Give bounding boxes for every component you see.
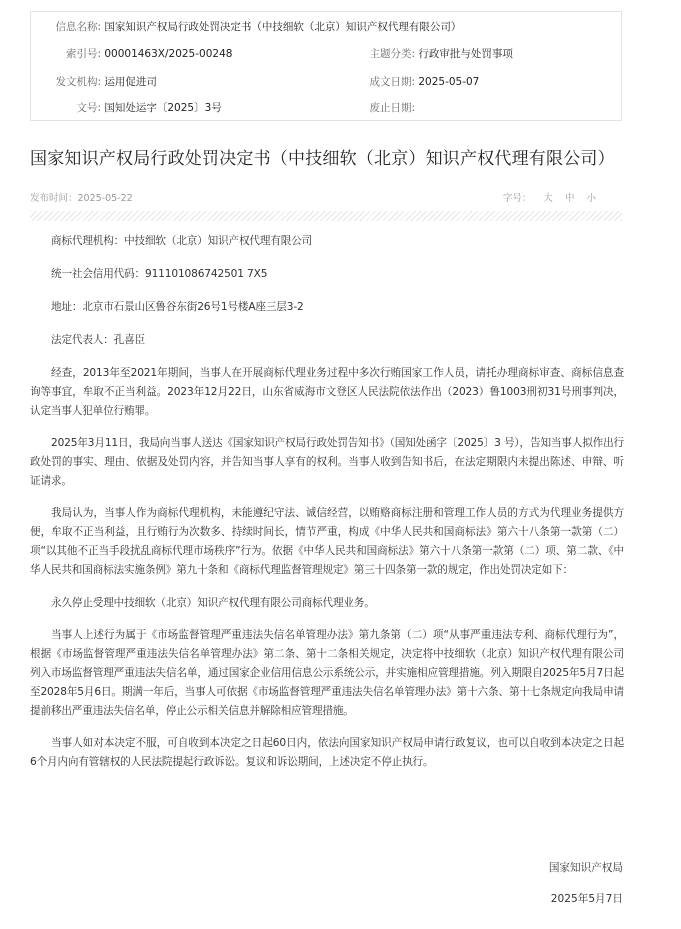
category-label: 主题分类: <box>369 48 415 60</box>
font-size-controls <box>503 190 596 204</box>
docno-row <box>31 101 222 115</box>
issuer-label: 发文机构: <box>55 76 101 88</box>
address: 地址：北京市石景山区鲁谷东街26号1号楼A座三层3-2 <box>51 301 304 313</box>
index-value: 00001463X/2025-00248 <box>104 48 233 60</box>
info-name-row <box>31 20 461 34</box>
docno-label: 文号: <box>76 102 101 114</box>
font-size-medium-button[interactable]: 中 <box>564 193 575 204</box>
signature-date: 2025年5月7日 <box>550 893 623 905</box>
paragraph-decision: 永久停止受理中技细软（北京）知识产权代理有限公司商标代理业务。 <box>51 597 375 609</box>
font-size-large-button[interactable]: 大 <box>543 193 553 204</box>
paragraph-notice: 2025年3月11日，我局向当事人送达《国家知识产权局行政处罚告知书》（国知处函字〔2025〕3 号），告知当事人拟作出行政处罚的事实、理由、依据及处罚内容，并告知当事人享有的权利。当事人收到告知书后，在法定期限内未提出陈述、申辩、听证请求。 <box>30 437 624 487</box>
paragraph-blacklist: 当事人上述行为属于《市场监督管理严重违法失信名单管理办法》第九条第（二）项“从事严重违法专利、商标代理行为”，根据《市场监督管理严重违法失信名单管理办法》第二条、第十二条相关规定，决定将中技细软（北京）知识产权代理有限公司列入市场监督管理严重违法失信名单，通过国家企业信用信息公示系统公示，并实施相应管理措施。列入期限自2025年5月7日起至2028年5月6日。期满一年后，当事人可依据《市场监督管理严重违法失信名单管理办法》第十六条、第十七条规定向我局申请提前移出严重违法失信名单，停止公示相关信息并解除相应管理措施。 <box>30 629 624 717</box>
expiry-row <box>345 101 415 115</box>
font-size-small-button[interactable]: 小 <box>586 193 596 204</box>
index-row <box>31 47 232 61</box>
category-row <box>345 47 513 61</box>
paragraph-findings: 经查，2013年至2021年期间，当事人在开展商标代理业务过程中多次行贿国家工作人员，请托办理商标审查、商标信息查询等事宜，牟取不正当利益。2023年12月22日，山东省威海市文登区人民法院依法作出（2023）鲁1003刑初31号刑事判决，认定当事人犯单位行贿罪。 <box>30 367 624 417</box>
document-info-box <box>30 11 622 121</box>
document-title: 国家知识产权局行政处罚决定书（中技细软（北京）知识产权代理有限公司） <box>30 149 615 169</box>
info-name-value: 国家知识产权局行政处罚决定书（中技细软（北京）知识产权代理有限公司） <box>104 21 462 33</box>
signature-org: 国家知识产权局 <box>548 862 623 874</box>
paragraph-reasoning: 我局认为，当事人作为商标代理机构，未能遵纪守法、诚信经营，以贿赂商标注册和管理工作人员的方式为代理业务提供方便，牟取不正当利益，且行贿行为次数多、持续时间长，情节严重，构成《中华人民共和国商标法》第六十八条第一款第（二）项“以其他不正当手段扰乱商标代理市场秩序”行为。依据《中华人民共和国商标法》第六十八条第一款第（二）项、第二款、《中华人民共和国商标法实施条例》第九十条和《商标代理监督管理规定》第三十四条第一款的规定，作出处罚决定如下： <box>30 507 624 576</box>
docno-value: 国知处运字〔2025〕3号 <box>104 102 222 114</box>
category-value: 行政审批与处罚事项 <box>418 48 513 60</box>
date-value: 2025-05-07 <box>418 76 480 88</box>
divider-hatch <box>30 211 622 221</box>
publish-label: 发布时间： <box>30 193 78 204</box>
document-body <box>30 232 624 772</box>
credit-code: 统一社会信用代码：911101086742501 7X5 <box>51 268 268 280</box>
issuer-row <box>31 75 157 89</box>
info-name-label: 信息名称: <box>55 21 101 33</box>
paragraph-appeal: 当事人如对本决定不服，可自收到本决定之日起60日内，依法向国家知识产权局申请行政复议，也可以自收到本决定之日起6个月内向有管辖权的人民法院提起行政诉讼。复议和诉讼期间，上述决定不停止执行。 <box>30 737 624 768</box>
font-size-label: 字号： <box>502 193 532 204</box>
publish-date: 2025-05-22 <box>77 193 133 204</box>
issuer-value: 运用促进司 <box>104 76 157 88</box>
expiry-label: 废止日期: <box>369 102 415 114</box>
date-row <box>345 75 479 89</box>
legal-representative: 法定代表人：孔喜臣 <box>51 334 145 346</box>
publish-info-row <box>30 190 622 206</box>
agency-name: 商标代理机构：中技细软（北京）知识产权代理有限公司 <box>51 235 313 247</box>
date-label: 成文日期: <box>369 76 415 88</box>
index-label: 索引号: <box>65 48 101 60</box>
